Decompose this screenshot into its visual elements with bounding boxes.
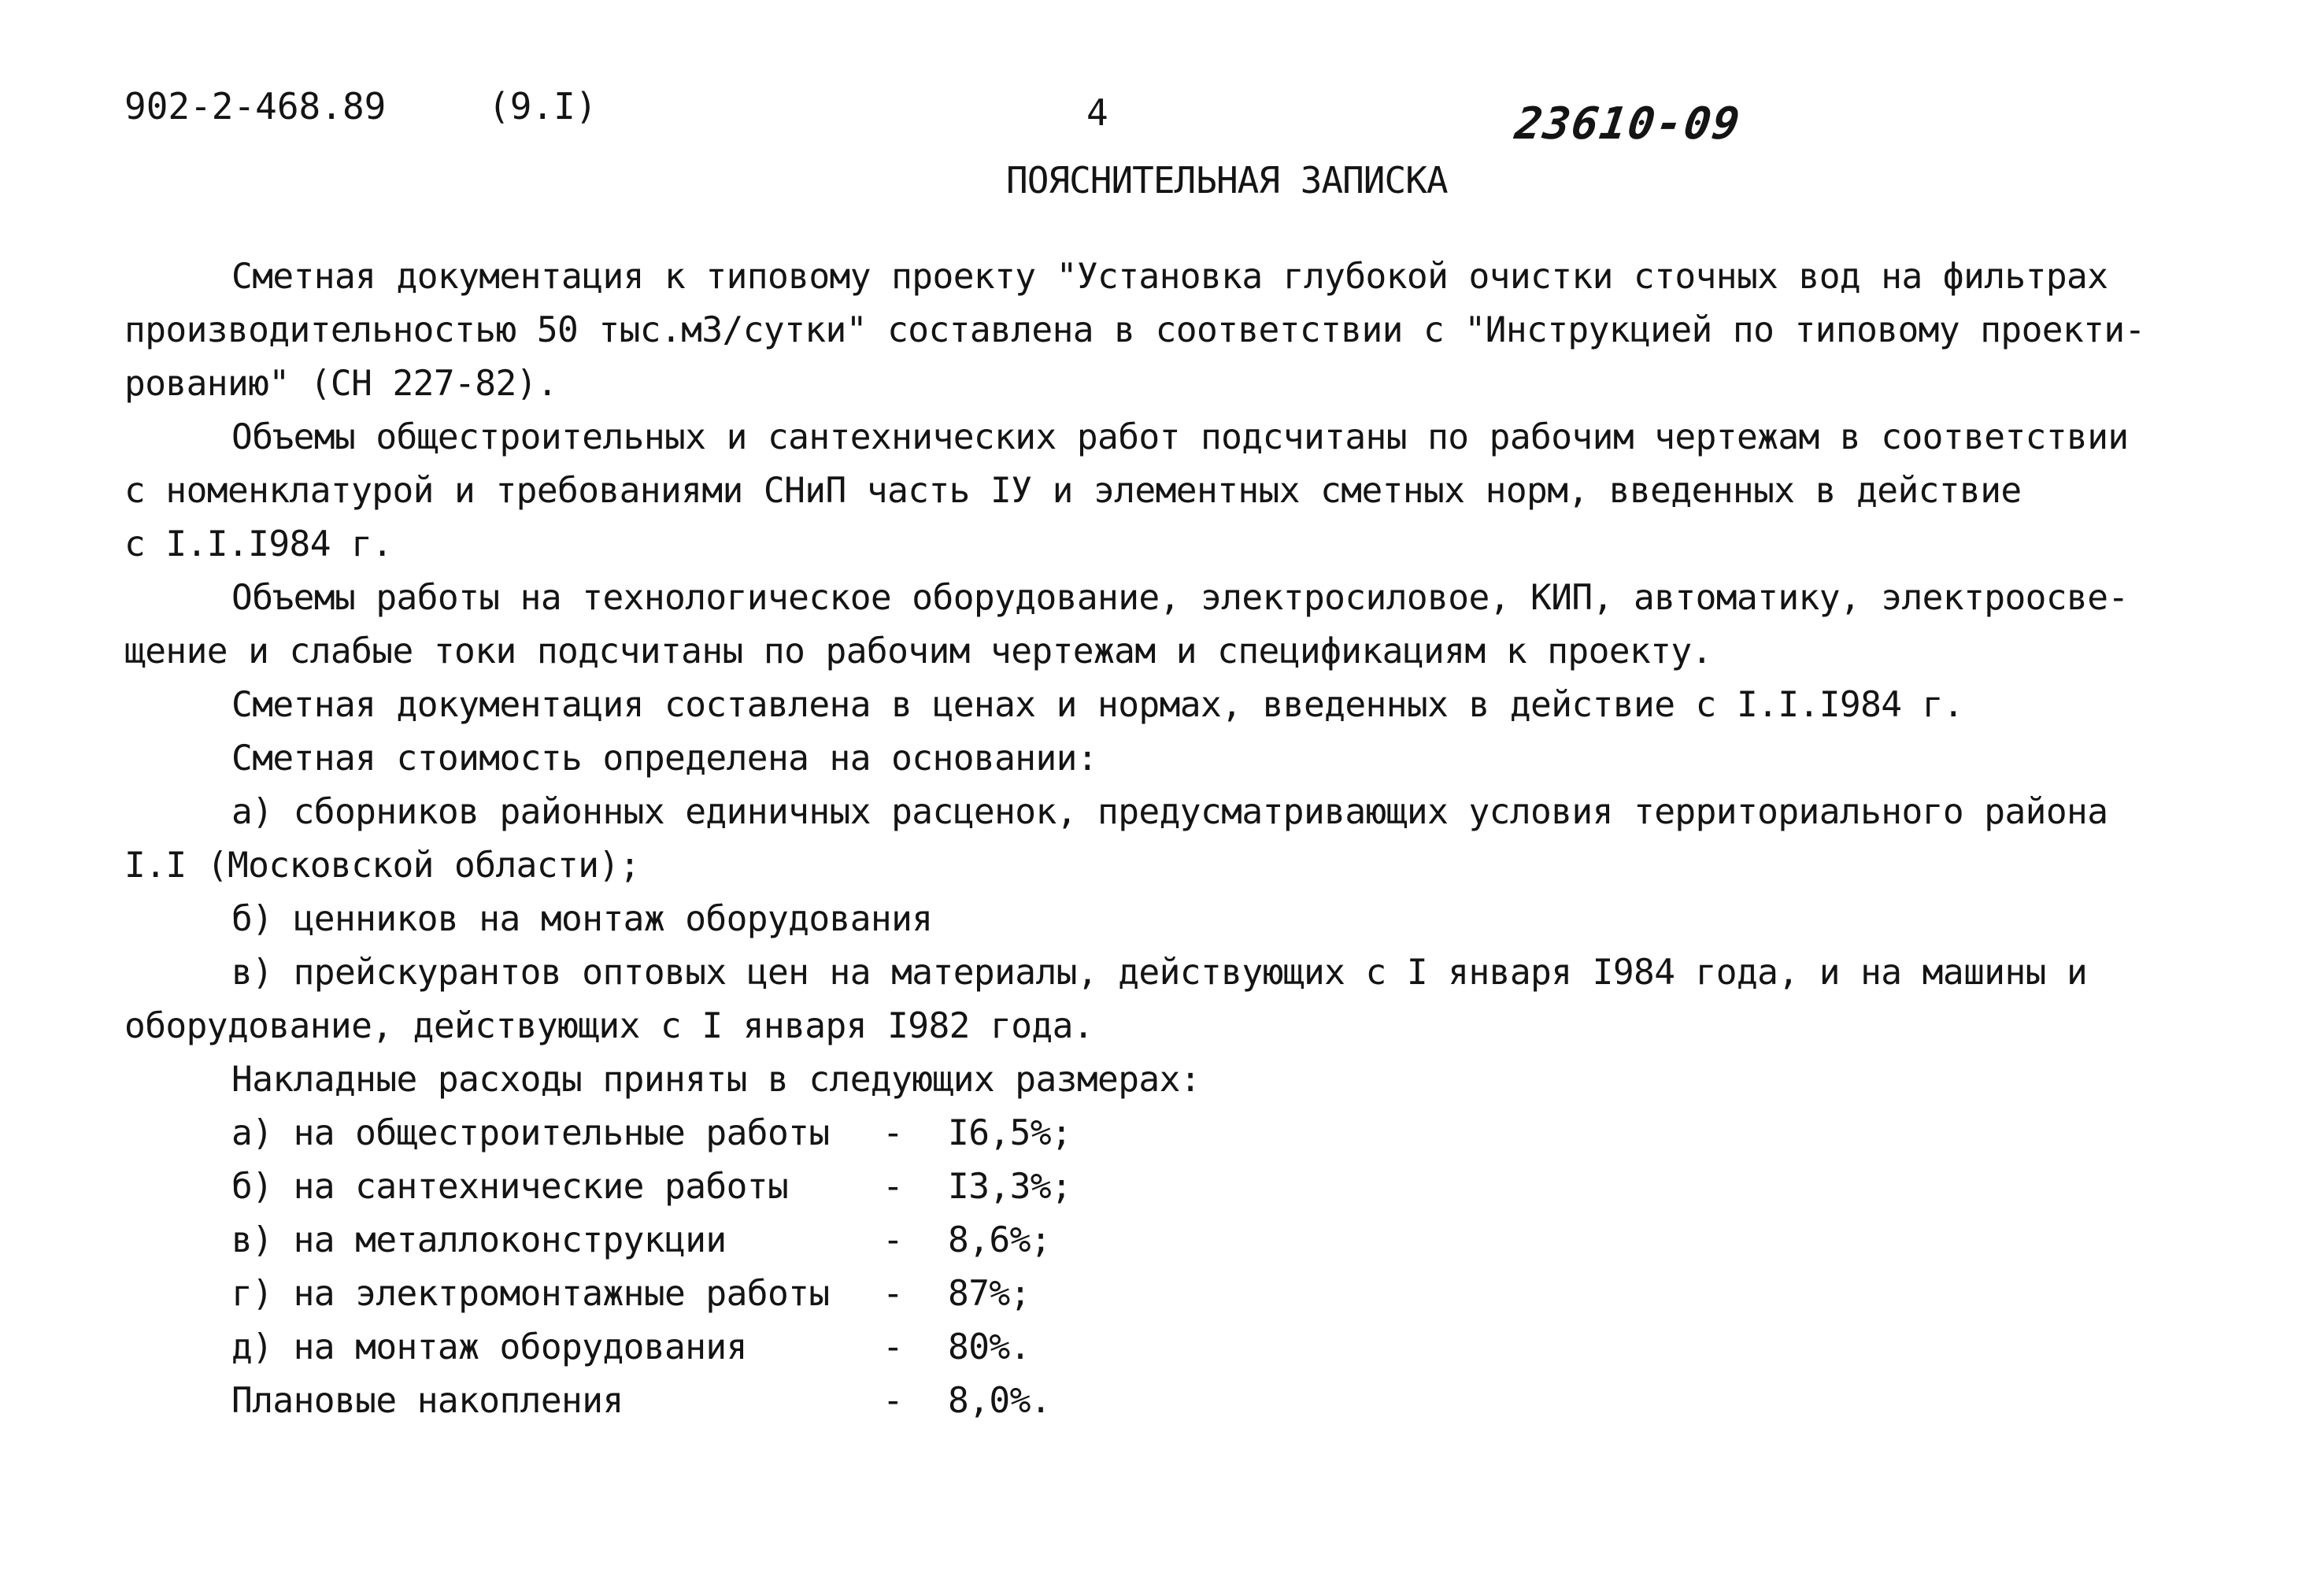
list-item: в) прейскурантов оптовых цен на материалы, действующих с I января I984 года, и на машины и <box>231 953 2088 993</box>
rate-label: в) на металлоконструкции <box>231 1220 727 1260</box>
rate-dash: - <box>883 1381 904 1421</box>
rate-row <box>124 1107 2250 1160</box>
rate-label: б) на сантехнические работы <box>231 1167 789 1207</box>
rate-dash: - <box>883 1274 904 1314</box>
rate-label: Плановые накопления <box>231 1381 624 1421</box>
document-code: 902-2-468.89 <box>124 85 387 128</box>
paragraph-line: с номенклатурой и требованиями СНиП часть IУ и элементных сметных норм, введенных в действие <box>124 471 2022 511</box>
rate-label: д) на монтаж оборудования <box>231 1327 747 1367</box>
document-body <box>124 250 2250 1428</box>
rate-value: 87%; <box>948 1274 1031 1314</box>
rate-value: 8,0%. <box>948 1381 1051 1421</box>
list-item: а) сборников районных единичных расценок, предусматривающих условия территориального района <box>231 792 2108 832</box>
rate-row <box>124 1321 2250 1375</box>
paragraph-line: с I.I.I984 г. <box>124 524 393 564</box>
paragraph-line: Сметная документация составлена в ценах и нормах, введенных в действие с I.I.I984 г. <box>231 685 1964 725</box>
document-title: ПОЯСНИТЕЛЬНАЯ ЗАПИСКА <box>1006 159 1448 202</box>
list-item-continuation: I.I (Московской области); <box>124 846 640 886</box>
paragraph-line: Объемы общестроительных и сантехнических работ подсчитаны по рабочим чертежам в соответствии <box>231 417 2129 457</box>
paragraph-line: щение и слабые токи подсчитаны по рабочим чертежам и спецификациям к проекту. <box>124 631 1712 672</box>
paragraph-line: производительностью 50 тыс.м3/сутки" составлена в соответствии с "Инструкцией по типовому проекти- <box>124 310 2145 350</box>
page-number: 4 <box>1086 91 1108 134</box>
rate-dash: - <box>883 1220 904 1260</box>
rate-row <box>124 1267 2250 1321</box>
list-item: б) ценников на монтаж оборудования <box>231 899 933 939</box>
rate-dash: - <box>883 1113 904 1153</box>
rate-dash: - <box>883 1327 904 1367</box>
sheet-reference: (9.I) <box>488 85 598 128</box>
rate-row <box>124 1160 2250 1214</box>
paragraph-line: Накладные расходы приняты в следующих размерах: <box>231 1060 1201 1100</box>
paragraph-line: Объемы работы на технологическое оборудование, электросиловое, КИП, автоматику, электроосве- <box>231 578 2129 618</box>
rate-value: I3,3%; <box>948 1167 1072 1207</box>
rate-dash: - <box>883 1167 904 1207</box>
inventory-number-stamp: 23610-09 <box>1512 98 1745 150</box>
rate-value: 8,6%; <box>948 1220 1051 1260</box>
rate-value: 80%. <box>948 1327 1031 1367</box>
paragraph-line: рованию" (СН 227-82). <box>124 364 558 404</box>
rate-label: г) на электромонтажные работы <box>231 1274 830 1314</box>
rate-label: а) на общестроительные работы <box>231 1113 830 1153</box>
paragraph-line: Сметная стоимость определена на основании: <box>231 738 1098 779</box>
rate-row <box>124 1214 2250 1267</box>
overhead-rates-list <box>124 1107 2250 1428</box>
list-item-continuation: оборудование, действующих с I января I982 года. <box>124 1006 1094 1046</box>
rate-value: I6,5%; <box>948 1113 1072 1153</box>
rate-row <box>124 1375 2250 1428</box>
paragraph-line: Сметная документация к типовому проекту "Установка глубокой очистки сточных вод на фильтрах <box>231 257 2108 297</box>
